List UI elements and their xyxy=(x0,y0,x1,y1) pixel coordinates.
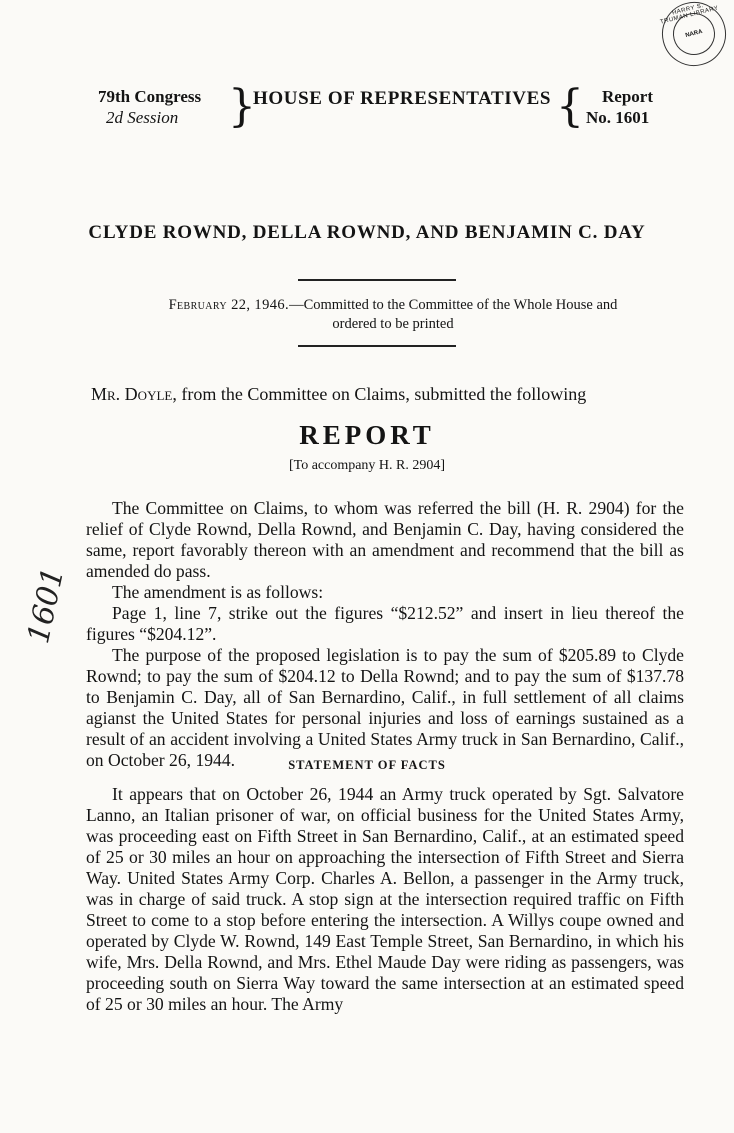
left-brace: } xyxy=(228,81,256,132)
document-title: CLYDE ROWND, DELLA ROWND, AND BENJAMIN C. DAY xyxy=(88,222,646,243)
member-name: Mr. Doyle xyxy=(91,384,173,404)
statement-of-facts-heading: STATEMENT OF FACTS xyxy=(288,758,446,772)
facts-body xyxy=(86,784,684,1015)
paragraph-amendment: Page 1, line 7, strike out the figures “$212.52” and insert in lieu thereof the figures “$204.12”. xyxy=(86,603,684,644)
house-title: HOUSE OF REPRESENTATIVES xyxy=(253,88,552,109)
submitted-text: , from the Committee on Claims, submitted the following xyxy=(172,384,587,404)
committed-notice xyxy=(93,296,693,334)
handwritten-margin-number: 1601 xyxy=(21,564,72,647)
committed-date: February 22, 1946. xyxy=(168,297,290,313)
report-label: Report xyxy=(602,87,653,106)
report-heading: REPORT xyxy=(299,420,435,450)
congress-session-block xyxy=(98,86,226,128)
report-number-block xyxy=(586,86,653,128)
paragraph-amendment-intro: The amendment is as follows: xyxy=(112,582,324,602)
accompany-note: [To accompany H. R. 2904] xyxy=(288,458,446,473)
congress-label: 79th Congress xyxy=(98,87,202,106)
document-header xyxy=(98,81,666,132)
submitted-line xyxy=(91,384,691,405)
committed-line-1 xyxy=(93,296,693,315)
report-number: No. 1601 xyxy=(586,108,650,127)
paragraph-purpose: The purpose of the proposed legislation is to pay the sum of $205.89 to Clyde Rownd; to pay the sum of $204.12 to Della Rownd; and to pay the sum of $137.78 to Benjamin C. Day, all of San Bernardino, Calif., in full settlement of all claims agianst the United States for personal injuries and loss of earnings sustained as a result of an accident involving a United States Army truck in San Bernardino, Calif., on October 26, 1944. xyxy=(86,645,684,770)
stamp-ring-text: HARRY S. TRUMAN LIBRARY xyxy=(659,2,720,26)
right-brace: { xyxy=(556,81,584,132)
stamp-inner-text: NARA xyxy=(684,28,704,39)
paragraph-referral: The Committee on Claims, to whom was referred the bill (H. R. 2904) for the relief of Clyde Rownd, Della Rownd, and Benjamin C. Day, having considered the same, report favorably thereon with an amendment and recommend that the bill as amended do pass. xyxy=(86,498,684,581)
paragraph-facts: It appears that on October 26, 1944 an Army truck operated by Sgt. Salvatore Lanno, an Italian prisoner of war, on official business for the United States Army, was proceeding east on Fifth Street in San Bernardino, Calif., at an estimated speed of 25 or 30 miles an hour on approaching the intersection of Fifth Street and Sierra Way. United States Army Corp. Charles A. Bellon, a passenger in the Army truck, was in charge of said truck. A stop sign at the intersection required traffic on Fifth Street to come to a stop before entering the intersection. A Willys coupe owned and operated by Clyde W. Rownd, 149 East Temple Street, San Bernardino, in which his wife, Mrs. Della Rownd, and Mrs. Ethel Maude Day were riding as passengers, was proceeding south on Sierra Way toward the same intersection at an estimated speed of 25 or 30 miles an hour. The Army xyxy=(86,784,684,1014)
library-stamp xyxy=(655,0,733,73)
committed-rule xyxy=(298,345,456,347)
committed-text: —Committed to the Committee of the Whole House and xyxy=(289,297,618,313)
title-rule xyxy=(298,279,456,281)
session-label: 2d Session xyxy=(106,108,179,127)
report-body xyxy=(86,498,684,771)
committed-line-2: ordered to be printed xyxy=(332,316,454,332)
